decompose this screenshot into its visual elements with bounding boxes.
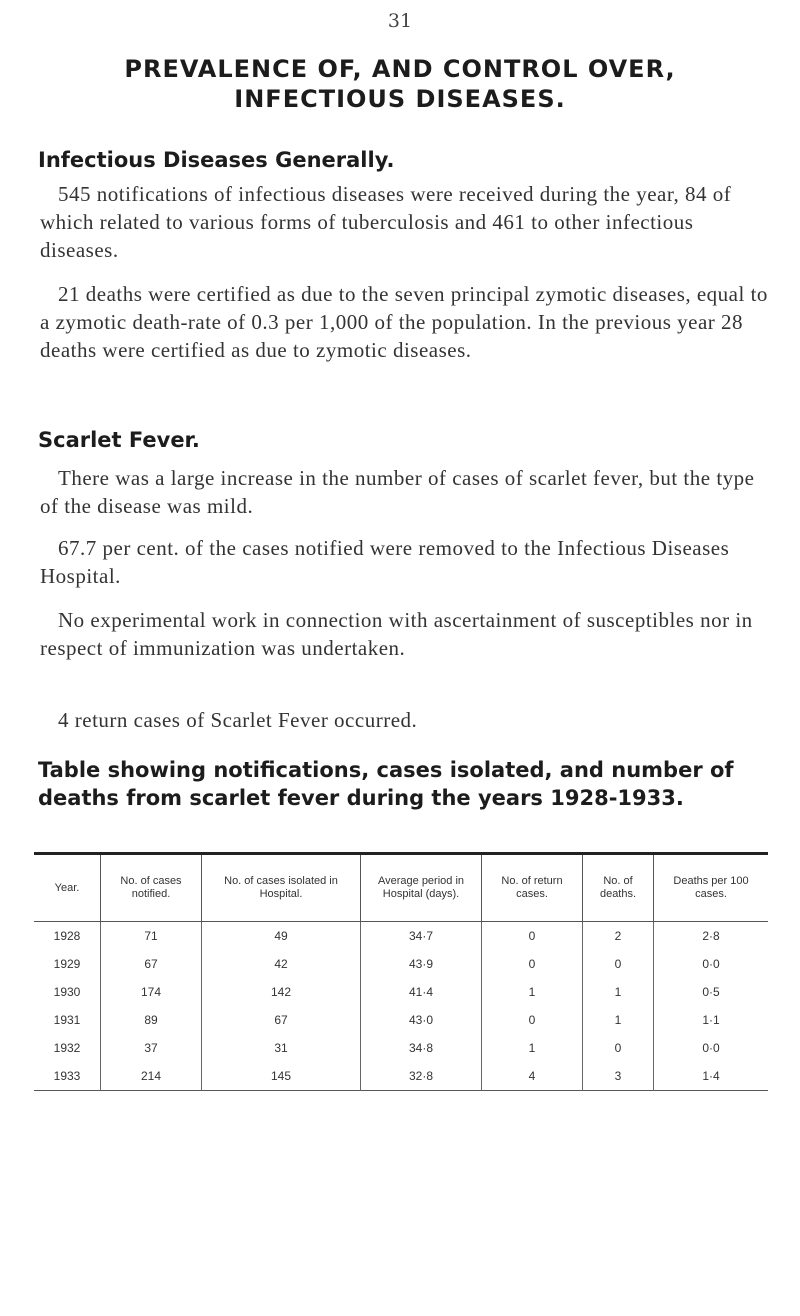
scarlet-fever-table [34, 852, 768, 1091]
cell-return-cases: 0 [482, 1006, 583, 1034]
table-row [34, 978, 768, 1006]
table-row [34, 922, 768, 951]
cell-return-cases: 0 [482, 922, 583, 951]
cell-avg-period: 41·4 [361, 978, 482, 1006]
cell-death-rate: 0·0 [654, 1034, 769, 1062]
paragraph-zymotic-deaths: 21 deaths were certified as due to the seven principal zymotic diseases, equal to a zymotic death-rate of 0.3 per 1,000 of the population. In the previous year 28 deaths were certified as due to zymotic diseases. [40, 282, 768, 362]
cell-notified: 71 [101, 922, 202, 951]
cell-year: 1930 [53, 985, 81, 999]
paragraph-experimental-work: No experimental work in connection with ascertainment of susceptibles nor in respect of immunization was undertaken. [40, 608, 753, 660]
cell-notified: 37 [101, 1034, 202, 1062]
cell-return-cases: 1 [482, 978, 583, 1006]
cell-isolated: 49 [202, 922, 361, 951]
cell-year: 1929 [53, 957, 81, 971]
cell-return-cases: 1 [482, 1034, 583, 1062]
cell-deaths: 1 [583, 1006, 654, 1034]
cell-avg-period: 43·0 [361, 1006, 482, 1034]
cell-return-cases: 0 [482, 950, 583, 978]
cell-deaths: 1 [583, 978, 654, 1006]
cell-year: 1928 [53, 929, 81, 943]
cell-deaths: 0 [583, 1034, 654, 1062]
table-title: Table showing notifications, cases isolated, and number of deaths from scarlet fever during the years 1928-1933. [38, 758, 734, 810]
cell-year: 1931 [53, 1013, 81, 1027]
cell-avg-period: 32·8 [361, 1062, 482, 1091]
title-line-2: INFECTIOUS DISEASES. [234, 85, 566, 113]
header-isolated: No. of cases isolated in Hospital. [202, 854, 361, 922]
cell-isolated: 145 [202, 1062, 361, 1091]
cell-year: 1932 [53, 1041, 81, 1055]
paragraph-scarlet-increase: There was a large increase in the number of cases of scarlet fever, but the type of the disease was mild. [40, 466, 755, 518]
section-heading-scarlet-fever: Scarlet Fever. [38, 428, 200, 452]
cell-death-rate: 2·8 [654, 922, 769, 951]
header-year: Year. [54, 881, 80, 894]
section-heading-infectious: Infectious Diseases Generally. [38, 148, 395, 172]
table-header-row [34, 854, 768, 922]
cell-death-rate: 0·5 [654, 978, 769, 1006]
table-row [34, 1034, 768, 1062]
cell-notified: 174 [101, 978, 202, 1006]
cell-deaths: 3 [583, 1062, 654, 1091]
paragraph-notifications: 545 notifications of infectious diseases were received during the year, 84 of which related to various forms of tuberculosis and 461 to other infectious diseases. [40, 182, 732, 262]
cell-notified: 67 [101, 950, 202, 978]
cell-isolated: 142 [202, 978, 361, 1006]
cell-death-rate: 0·0 [654, 950, 769, 978]
cell-notified: 214 [101, 1062, 202, 1091]
cell-death-rate: 1·1 [654, 1006, 769, 1034]
paragraph-return-cases: 4 return cases of Scarlet Fever occurred. [58, 708, 418, 732]
cell-isolated: 67 [202, 1006, 361, 1034]
cell-isolated: 31 [202, 1034, 361, 1062]
cell-avg-period: 34·8 [361, 1034, 482, 1062]
cell-notified: 89 [101, 1006, 202, 1034]
cell-year: 1933 [53, 1069, 81, 1083]
table-row [34, 1006, 768, 1034]
cell-avg-period: 34·7 [361, 922, 482, 951]
cell-deaths: 2 [583, 922, 654, 951]
cell-deaths: 0 [583, 950, 654, 978]
table-row [34, 950, 768, 978]
cell-return-cases: 4 [482, 1062, 583, 1091]
table-row [34, 1062, 768, 1091]
header-notified: No. of cases notified. [101, 854, 202, 922]
title-line-1: PREVALENCE OF, AND CONTROL OVER, [124, 55, 676, 83]
cell-isolated: 42 [202, 950, 361, 978]
header-death-rate: Deaths per 100 cases. [654, 854, 769, 922]
header-avg-period: Average period in Hospital (days). [361, 854, 482, 922]
page-title [30, 54, 770, 114]
header-deaths: No. of deaths. [583, 854, 654, 922]
cell-death-rate: 1·4 [654, 1062, 769, 1091]
header-return-cases: No. of return cases. [482, 854, 583, 922]
paragraph-removed-hospital: 67.7 per cent. of the cases notified were removed to the Infectious Diseases Hospital. [40, 536, 730, 588]
page-number: 31 [387, 10, 413, 32]
cell-avg-period: 43·9 [361, 950, 482, 978]
